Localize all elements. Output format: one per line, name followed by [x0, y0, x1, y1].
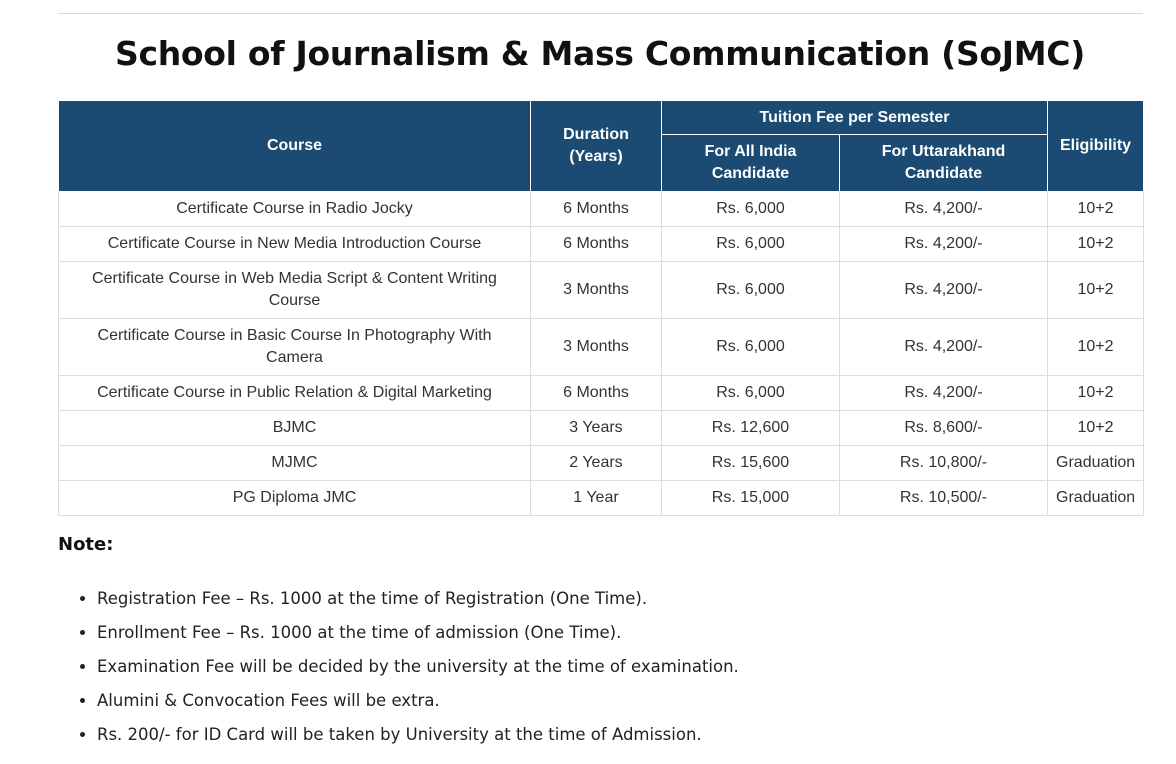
list-item: • Registration Fee – Rs. 1000 at the time of Registration (One Time).: [97, 588, 739, 622]
table-row: [59, 227, 1144, 262]
cell-eligibility: 10+2: [1048, 319, 1144, 376]
cell-course: Certificate Course in Public Relation & Digital Marketing: [59, 376, 531, 411]
header-tuition-fee: Tuition Fee per Semester: [662, 101, 1048, 135]
cell-course: BJMC: [59, 411, 531, 446]
cell-uttarakhand-fee: Rs. 4,200/-: [840, 319, 1048, 376]
header-duration: Duration (Years): [531, 101, 662, 192]
table-row: [59, 411, 1144, 446]
cell-duration: 3 Years: [531, 411, 662, 446]
list-item: • Examination Fee will be decided by the university at the time of examination.: [97, 656, 739, 690]
cell-eligibility: 10+2: [1048, 411, 1144, 446]
table-row: [59, 446, 1144, 481]
header-eligibility: Eligibility: [1048, 101, 1144, 192]
cell-duration: 6 Months: [531, 227, 662, 262]
cell-uttarakhand-fee: Rs. 4,200/-: [840, 192, 1048, 227]
cell-all-india-fee: Rs. 6,000: [662, 319, 840, 376]
cell-uttarakhand-fee: Rs. 4,200/-: [840, 262, 1048, 319]
cell-duration: 3 Months: [531, 319, 662, 376]
header-course: Course: [59, 101, 531, 192]
cell-eligibility: 10+2: [1048, 227, 1144, 262]
cell-uttarakhand-fee: Rs. 10,800/-: [840, 446, 1048, 481]
cell-all-india-fee: Rs. 12,600: [662, 411, 840, 446]
table-row: [59, 481, 1144, 516]
cell-eligibility: 10+2: [1048, 192, 1144, 227]
top-divider: [58, 13, 1143, 14]
cell-course: Certificate Course in Web Media Script & Content Writing Course: [59, 262, 531, 319]
list-item: • Alumini & Convocation Fees will be extra.: [97, 690, 739, 724]
cell-eligibility: Graduation: [1048, 446, 1144, 481]
cell-uttarakhand-fee: Rs. 4,200/-: [840, 376, 1048, 411]
cell-uttarakhand-fee: Rs. 10,500/-: [840, 481, 1048, 516]
cell-all-india-fee: Rs. 6,000: [662, 376, 840, 411]
note-heading: Note:: [58, 534, 114, 555]
cell-all-india-fee: Rs. 6,000: [662, 227, 840, 262]
cell-uttarakhand-fee: Rs. 8,600/-: [840, 411, 1048, 446]
fee-table-body: [59, 192, 1144, 516]
header-all-india: For All India Candidate: [662, 135, 840, 192]
cell-course: Certificate Course in Basic Course In Photography With Camera: [59, 319, 531, 376]
fee-table: [58, 100, 1144, 516]
cell-duration: 6 Months: [531, 376, 662, 411]
list-item: • Rs. 200/- for ID Card will be taken by University at the time of Admission.: [97, 724, 739, 758]
table-row: [59, 192, 1144, 227]
cell-all-india-fee: Rs. 15,600: [662, 446, 840, 481]
cell-uttarakhand-fee: Rs. 4,200/-: [840, 227, 1048, 262]
cell-duration: 1 Year: [531, 481, 662, 516]
table-row: [59, 376, 1144, 411]
cell-eligibility: 10+2: [1048, 376, 1144, 411]
table-row: [59, 262, 1144, 319]
cell-all-india-fee: Rs. 6,000: [662, 192, 840, 227]
cell-duration: 6 Months: [531, 192, 662, 227]
cell-eligibility: Graduation: [1048, 481, 1144, 516]
page-title: School of Journalism & Mass Communication (SoJMC): [114, 34, 1085, 73]
cell-all-india-fee: Rs. 6,000: [662, 262, 840, 319]
cell-duration: 2 Years: [531, 446, 662, 481]
cell-course: Certificate Course in New Media Introduction Course: [59, 227, 531, 262]
cell-duration: 3 Months: [531, 262, 662, 319]
table-row: [59, 319, 1144, 376]
notes-list: [58, 588, 739, 758]
list-item: • Enrollment Fee – Rs. 1000 at the time of admission (One Time).: [97, 622, 739, 656]
cell-all-india-fee: Rs. 15,000: [662, 481, 840, 516]
header-uttarakhand: For Uttarakhand Candidate: [840, 135, 1048, 192]
cell-course: PG Diploma JMC: [59, 481, 531, 516]
cell-course: Certificate Course in Radio Jocky: [59, 192, 531, 227]
cell-course: MJMC: [59, 446, 531, 481]
cell-eligibility: 10+2: [1048, 262, 1144, 319]
